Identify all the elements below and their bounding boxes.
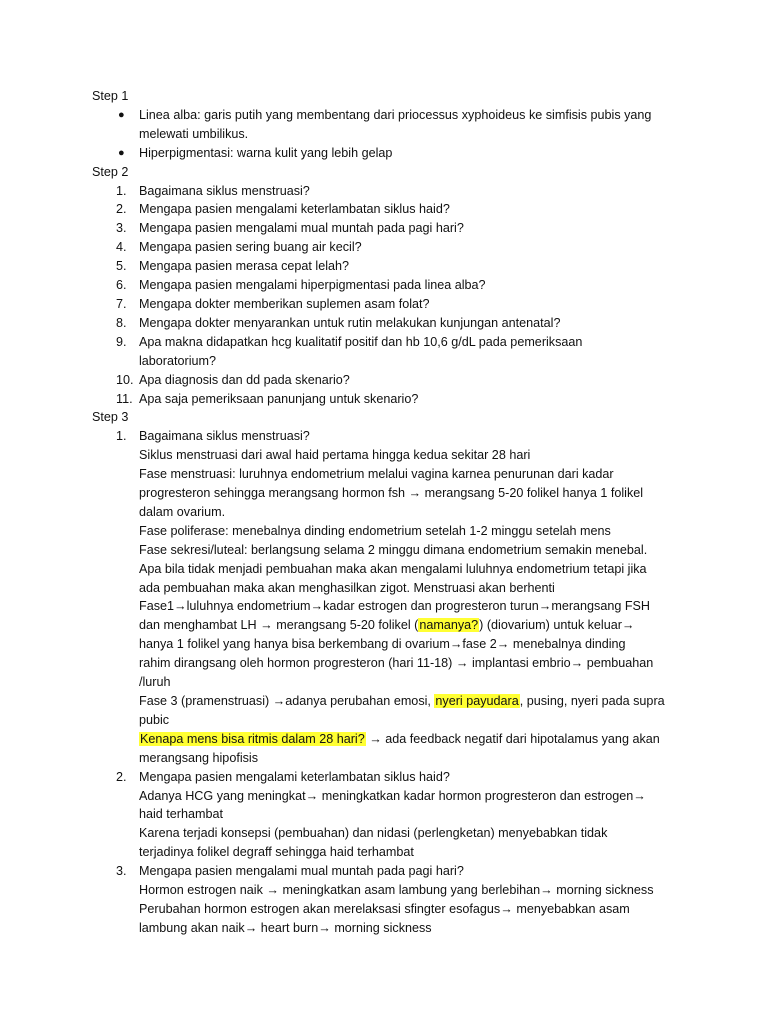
question-text: Mengapa pasien mengalami keterlambatan siklus haid?	[139, 769, 450, 784]
list-item	[92, 276, 712, 295]
item-number: 9.	[116, 334, 127, 349]
answer-line: rahim dirangsang oleh hormon progresteron (hari 11-18) → implantasi embrio→ pembuahan	[139, 656, 654, 671]
question-text: Bagaimana siklus menstruasi?	[139, 429, 310, 444]
list-item	[92, 182, 712, 201]
highlighted-text: namanya?	[419, 618, 479, 633]
step2-heading: Step 2	[92, 164, 129, 179]
text-run: Fase 3 (pramenstruasi) →adanya perubahan emosi,	[139, 694, 435, 708]
list-item	[92, 390, 712, 409]
item-number: 2.	[116, 769, 127, 784]
item-number: 2.	[116, 202, 127, 217]
question-text: Mengapa pasien sering buang air kecil?	[139, 240, 362, 255]
list-item	[92, 219, 712, 238]
answer-line: hanya 1 folikel yang hanya bisa berkembang di ovarium→fase 2→ menebalnya dinding	[139, 637, 626, 652]
question-text: Apa saja pemeriksaan panunjang untuk skenario?	[139, 391, 419, 406]
item-number: 6.	[116, 278, 127, 293]
list-item	[92, 295, 712, 314]
bullet-icon: ●	[118, 146, 125, 159]
list-item	[92, 768, 712, 787]
step1-bullet	[92, 144, 712, 163]
answer-line: /luruh	[139, 675, 171, 690]
list-item	[92, 862, 712, 881]
item-number: 3.	[116, 221, 127, 236]
text-run: , pusing, nyeri pada supra	[519, 694, 665, 708]
answer-line: progresteron sehingga merangsang hormon fsh → merangsang 5-20 folikel hanya 1 folikel	[139, 486, 644, 501]
item-number: 5.	[116, 259, 127, 274]
answer-line	[92, 616, 712, 635]
step3-heading: Step 3	[92, 410, 129, 425]
highlighted-text: Kenapa mens bisa ritmis dalam 28 hari?	[140, 731, 365, 746]
highlighted-text: nyeri payudara	[435, 694, 519, 708]
list-item	[92, 257, 712, 276]
answer-line: Fase1→luluhnya endometrium→kadar estrogen dan progresteron turun→merangsang FSH	[139, 599, 651, 614]
question-text-cont: laboratorium?	[139, 353, 217, 368]
step2-list	[92, 182, 712, 409]
step1-bullet	[92, 106, 712, 125]
list-item	[92, 238, 712, 257]
question-text: Mengapa dokter menyarankan untuk rutin melakukan kunjungan antenatal?	[139, 315, 561, 330]
answer-line: merangsang hipofisis	[139, 750, 259, 765]
answer-line: Fase menstruasi: luruhnya endometrium melalui vagina karnea penurunan dari kadar	[139, 467, 614, 482]
answer-line: Perubahan hormon estrogen akan merelaksasi sfingter esofagus→ menyebabkan asam	[139, 901, 630, 916]
answer-line: terjadinya folikel degraff sehingga haid terhambat	[139, 845, 414, 860]
bullet-text-cont: melewati umbilikus.	[139, 126, 249, 141]
question-text: Apa makna didapatkan hcg kualitatif positif dan hb 10,6 g/dL pada pemeriksaan	[139, 334, 583, 349]
answer-line: Karena terjadi konsepsi (pembuahan) dan nidasi (perlengketan) menyebabkan tidak	[139, 826, 608, 841]
question-text: Mengapa dokter memberikan suplemen asam folat?	[139, 296, 430, 311]
list-item	[92, 200, 712, 219]
step1-heading: Step 1	[92, 89, 129, 103]
text-run: ) (diovarium) untuk keluar→	[479, 618, 635, 633]
answer-line: lambung akan naik→ heart burn→ morning sickness	[139, 920, 432, 935]
answer-line: ada pembuahan maka akan menghasilkan zigot. Menstruasi akan berhenti	[139, 580, 555, 595]
item-number: 3.	[116, 864, 127, 879]
item-number: 7.	[116, 296, 127, 311]
list-item	[92, 427, 712, 446]
answer-line	[92, 692, 712, 711]
answer-line: Fase sekresi/luteal: berlangsung selama 2 minggu dimana endometrium semakin menebal.	[139, 542, 648, 557]
answer-line: Fase poliferase: menebalnya dinding endometrium setelah 1-2 minggu setelah mens	[139, 523, 611, 538]
list-item	[92, 333, 712, 352]
item-number: 8.	[116, 315, 127, 330]
item-number: 4.	[116, 240, 127, 255]
item-number: 11.	[116, 391, 133, 406]
question-text: Mengapa pasien merasa cepat lelah?	[139, 259, 350, 274]
answer-line	[92, 730, 712, 749]
question-text: Mengapa pasien mengalami mual muntah pada pagi hari?	[139, 864, 464, 879]
question-text: Mengapa pasien mengalami mual muntah pada pagi hari?	[139, 221, 464, 236]
list-item	[92, 371, 712, 390]
answer-line: Siklus menstruasi dari awal haid pertama hingga kedua sekitar 28 hari	[139, 448, 531, 463]
document-page	[92, 87, 712, 938]
answer-line: pubic	[139, 712, 170, 727]
bullet-icon: ●	[118, 108, 125, 121]
answer-line: dalam ovarium.	[139, 504, 226, 519]
question-text: Bagaimana siklus menstruasi?	[139, 183, 310, 198]
text-run: → ada feedback negatif dari hipotalamus yang akan	[365, 731, 660, 746]
answer-line: haid terhambat	[139, 807, 224, 822]
question-text: Apa diagnosis dan dd pada skenario?	[139, 372, 350, 387]
bullet-text: Linea alba: garis putih yang membentang dari priocessus xyphoideus ke simfisis pubis yang	[139, 107, 652, 122]
bullet-text: Hiperpigmentasi: warna kulit yang lebih gelap	[139, 145, 393, 160]
item-number: 1.	[116, 183, 127, 198]
question-text: Mengapa pasien mengalami hiperpigmentasi pada linea alba?	[139, 278, 486, 293]
text-run: dan menghambat LH → merangsang 5-20 folikel (	[139, 618, 419, 633]
question-text: Mengapa pasien mengalami keterlambatan siklus haid?	[139, 202, 450, 217]
list-item	[92, 314, 712, 333]
item-number: 1.	[116, 429, 127, 444]
answer-line: Hormon estrogen naik → meningkatkan asam lambung yang berlebihan→ morning sickness	[139, 883, 654, 898]
answer-line: Adanya HCG yang meningkat→ meningkatkan kadar hormon progresteron dan estrogen→	[139, 788, 646, 803]
answer-line: Apa bila tidak menjadi pembuahan maka akan mengalami luluhnya endometrium tetapi jika	[139, 561, 647, 576]
item-number: 10.	[116, 372, 134, 387]
